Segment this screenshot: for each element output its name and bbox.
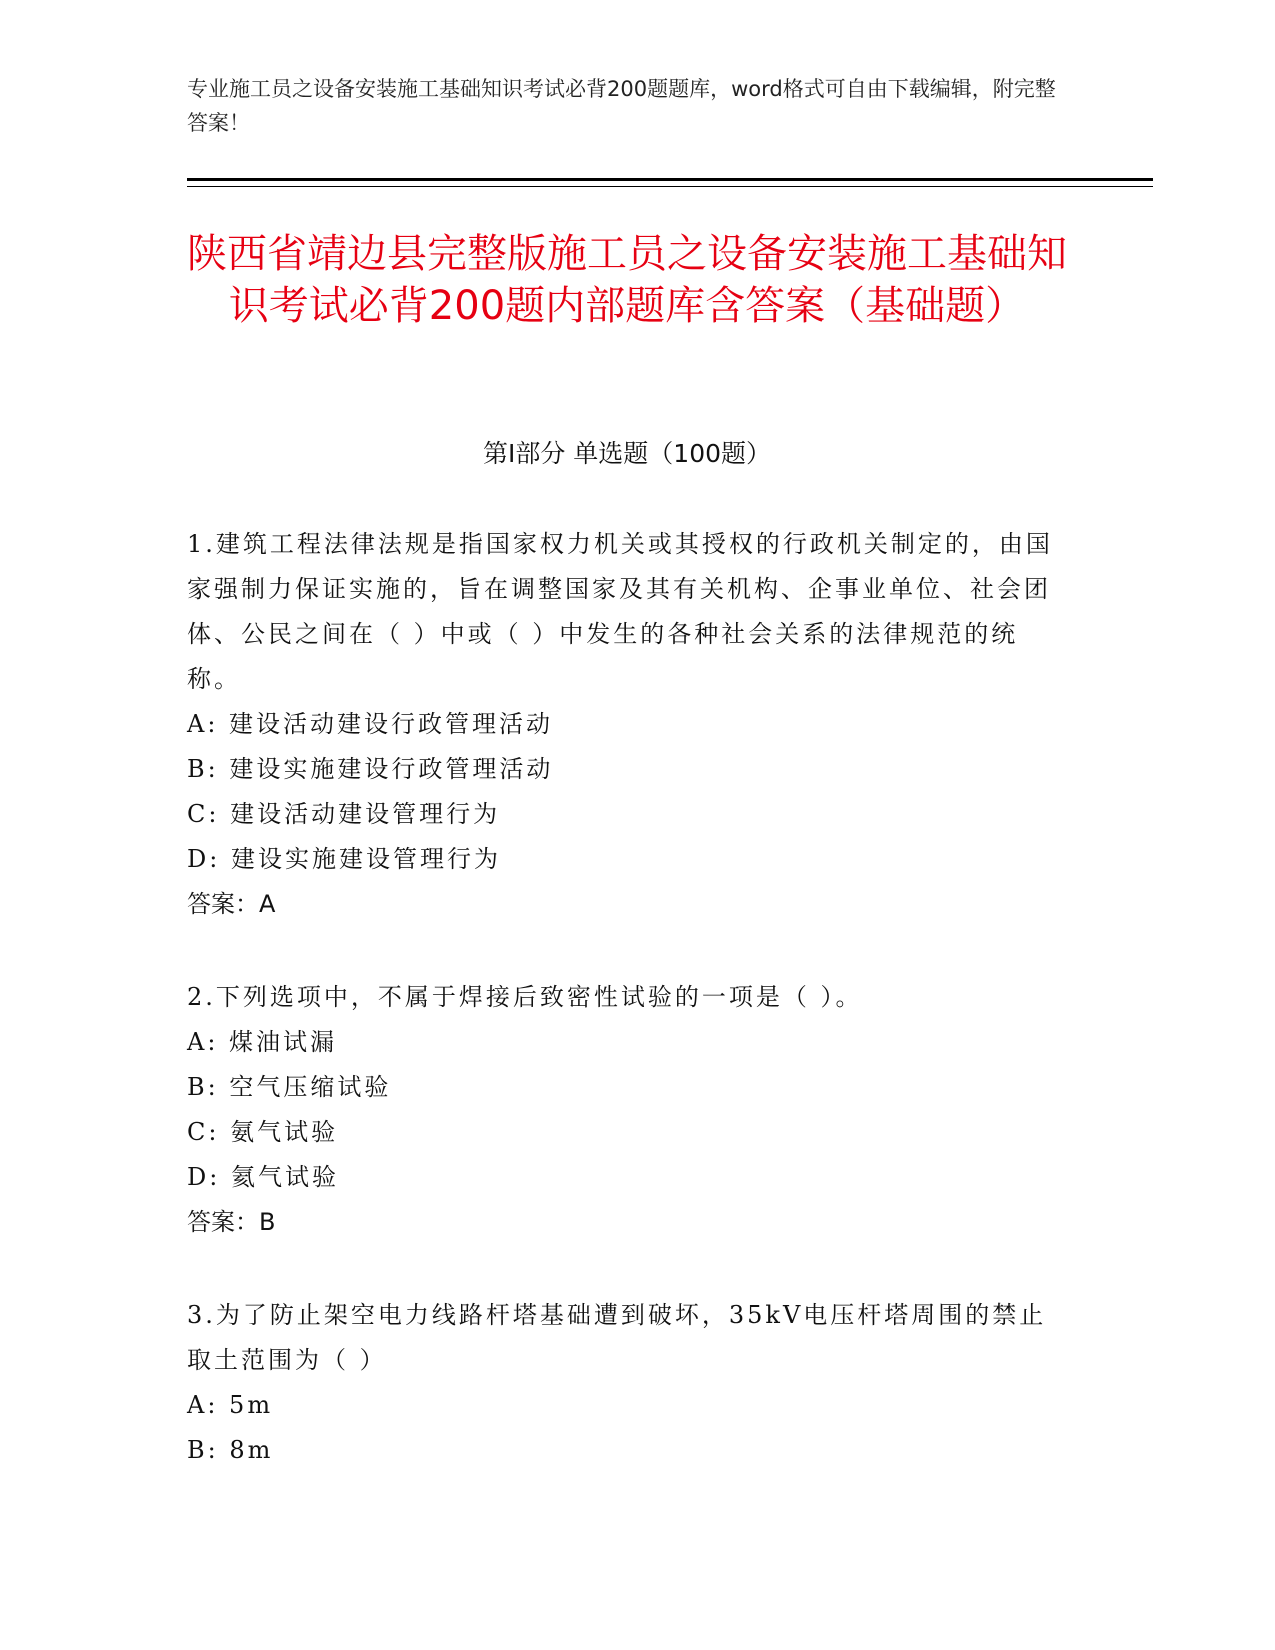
header-note: 专业施工员之设备安装施工基础知识考试必背200题题库，word格式可自由下载编辑，附完整答案！ <box>187 77 1056 135</box>
option-d: D: 氦气试验 <box>187 1163 339 1191</box>
option-c: C: 氨气试验 <box>187 1118 339 1146</box>
question-stem: 3.为了防止架空电力线路杆塔基础遭到破坏，35kV电压杆塔周围的禁止取土范围为（ ） <box>187 1301 1047 1374</box>
question-2 <box>187 975 1067 1245</box>
document-title: 陕西省靖边县完整版施工员之设备安装施工基础知识考试必背200题内部题库含答案（基础题） <box>187 231 1067 329</box>
question-3 <box>187 1293 1067 1473</box>
option-b: B: 8m <box>187 1436 274 1464</box>
option-a: A: 建设活动建设行政管理活动 <box>187 710 554 738</box>
answer: 答案：A <box>187 890 276 918</box>
option-b: B: 空气压缩试验 <box>187 1073 392 1101</box>
option-d: D: 建设实施建设管理行为 <box>187 845 501 873</box>
section-title: 第Ⅰ部分 单选题（100题） <box>482 439 772 468</box>
header-rule-thin <box>187 186 1153 187</box>
question-1 <box>187 522 1067 927</box>
question-stem: 2.下列选项中，不属于焊接后致密性试验的一项是（ ）。 <box>187 983 863 1011</box>
header-rule-thick <box>187 178 1153 181</box>
option-c: C: 建设活动建设管理行为 <box>187 800 501 828</box>
option-b: B: 建设实施建设行政管理活动 <box>187 755 554 783</box>
question-stem: 1.建筑工程法律法规是指国家权力机关或其授权的行政机关制定的，由国家强制力保证实施的，旨在调整国家及其有关机构、企事业单位、社会团体、公民之间在（ ）中或（ ）中发生的各种社会关系的法律规范的统称。 <box>187 530 1053 693</box>
option-a: A: 煤油试漏 <box>187 1028 338 1056</box>
answer: 答案：B <box>187 1208 276 1236</box>
option-a: A: 5m <box>187 1391 274 1419</box>
question-list <box>187 522 1067 1521</box>
